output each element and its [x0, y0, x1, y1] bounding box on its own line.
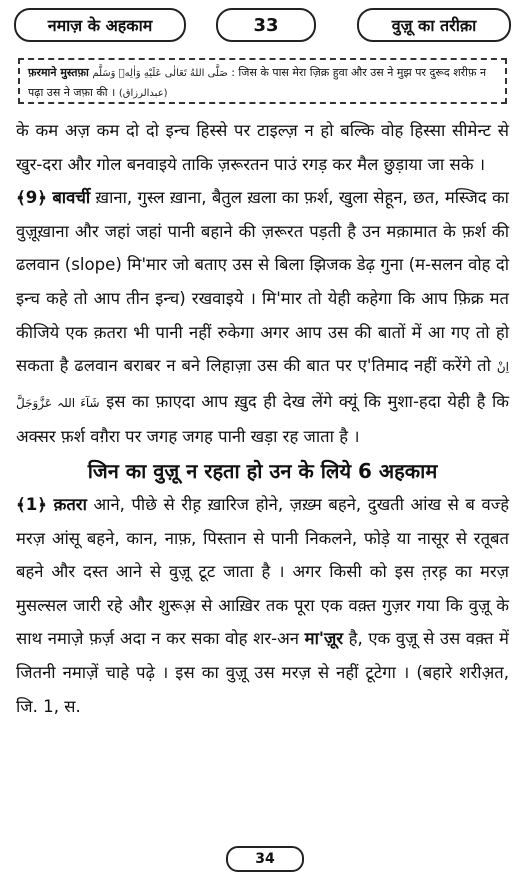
hadith-source: (عبدالرزاق) — [118, 88, 168, 99]
page-header — [14, 8, 511, 42]
bold-term: मा'ज़ूर — [304, 629, 344, 649]
paragraph-text: ख़ाना, गुस्ल ख़ाना, बैतुल ख़ला का फ़र्श, खुला सेहून, छत, मस्जिद का वुज़ूख़ाना और जहां जहां पानी बहाने की ज़रूरत पड़ती है उन मक़ामात के फ़र्श की ढलवान (slope) मि'मार जो बताए उस से बिला झिजक डेढ़ गुना (म-सलन वोह दो इन्च कहे तो आप तीन इन्च) रखवाइये । मि'मार तो येही कहेगा कि आप फ़िक्र मत कीजिये एक क़तरा भी पानी नहीं रुकेगा अगर आप उस की बातों में आ गए तो हो सकता है ढलवान बराबर न बने लिहाज़ा उस की बात पर ए'तिमाद नहीं करेंगे तो — [16, 188, 509, 376]
hadith-label: फ़रमाने मुस्तफ़ा — [28, 66, 89, 79]
book-title: नमाज़ के अहकाम — [14, 8, 186, 42]
hadith-text: : जिस के पास मेरा ज़िक्र हुवा और उस ने मुझ पर दुरूद शरीफ़ न पढ़ा उस ने जफ़ा की । — [28, 66, 487, 99]
reference: (बहारे शरीअ़त, जि. 1, स. — [16, 662, 509, 716]
arabic-phrase: اِنْ شَآءَ اللہ عَزَّوَجَلَّ — [16, 360, 509, 410]
paragraph-number: ﴾1﴿ — [16, 494, 47, 514]
paragraph-9 — [16, 181, 509, 454]
page-number: 33 — [216, 8, 316, 42]
chapter-title: वुज़ू का तरीक़ा — [357, 8, 511, 42]
main-text — [16, 114, 509, 723]
paragraph-continued: के कम अज़ कम दो दो इन्च हिस्से पर टाइल्ज़ न हो बल्कि वोह हिस्सा सीमेन्ट से खुर-दरा और गोल बनवाइये ताकि ज़रूरतन पाउं रगड़ कर मैल छुड़ाया जा सके । — [16, 121, 509, 174]
salawat-text: صَلَّى اللهُ تَعَالٰى عَلَيْهِ وَاٰلِهٖ وَسَلَّم — [92, 68, 228, 79]
paragraph-number: ﴾9﴿ — [16, 188, 47, 208]
hadith-box — [18, 58, 507, 104]
paragraph-text: इस का फ़ाएदा आप ख़ुद ही देख लेंगे क्यूं कि मुशा-हदा येही है कि अक्सर फ़र्श वग़ैरा पर जगह जगह पानी खड़ा रह जाता है । — [16, 391, 509, 447]
footer-page-number: 34 — [226, 846, 304, 872]
bold-term: क़तरा — [53, 494, 87, 514]
section-heading: जिन का वुज़ू न रहता हो उन के लिये 6 अहकाम — [87, 458, 438, 483]
paragraph-1 — [16, 488, 509, 723]
paragraph-text: है, एक वुज़ू से उस वक़्त में जितनी नमाज़ें चाहे पढ़े । इस का वुज़ू उस मरज़ से नहीं टूटेगा । — [16, 629, 509, 682]
bold-term: बावर्ची — [52, 188, 91, 208]
paragraph-text: आने, पीछे से रीह़ ख़ारिज होने, ज़ख़्म बहने, दुखती आंख से ब वज्हे मरज़ आंसू बहने, कान, नाफ़, पिस्तान से पानी निकलने, फोड़े या नासूर से रतूबत बहने और दस्त आने से वुज़ू टूट जाता है । अगर किसी को इस त़रह़ का मरज़ मुसल्सल जारी रहे और शुरूअ़ से आख़िर तक पूरा एक वक़्त गुज़र गया कि वुज़ू के साथ नमाज़े फ़र्ज़ अदा न कर सका वोह शर-अन — [16, 494, 510, 649]
